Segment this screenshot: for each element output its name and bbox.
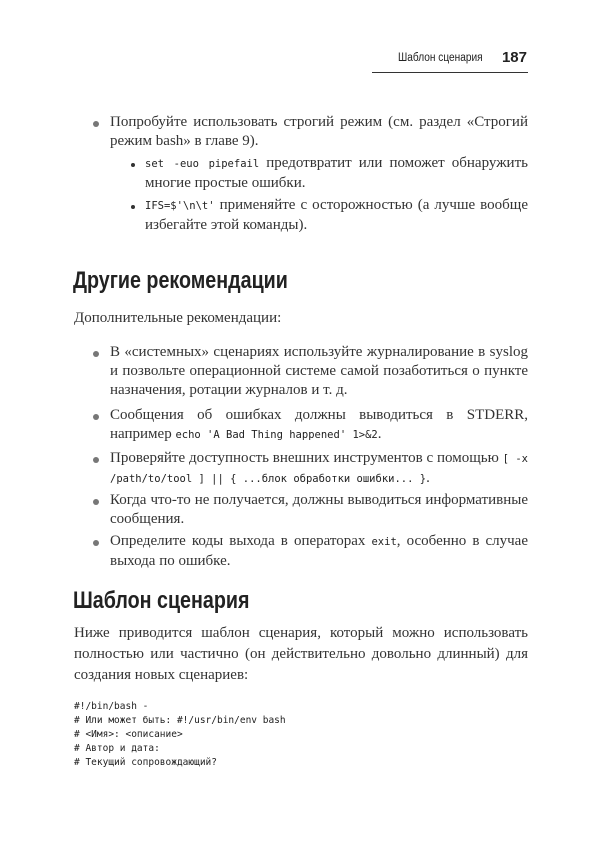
item-text: . — [377, 426, 382, 442]
bullet-icon — [93, 121, 99, 127]
list-item — [145, 154, 528, 193]
list-item: Попробуйте использовать строгий режим (см. раздел «Строгий режим bash» в главе 9). — [110, 114, 528, 149]
bullet-icon — [131, 205, 135, 209]
section-heading: Шаблон сценария — [73, 587, 250, 614]
item-text: Проверяйте доступность внешних инструментов с помощью — [110, 450, 503, 466]
item-text: Определите коды выхода в операторах — [110, 533, 372, 549]
item-text: применяйте с осторожностью (а лучше вообще избегайте этой команды). — [145, 197, 528, 233]
code-line: # Автор и дата: — [74, 743, 160, 754]
list-item — [145, 196, 528, 235]
bullet-icon — [93, 414, 99, 420]
bullet-icon — [131, 163, 135, 167]
bullet-icon — [93, 540, 99, 546]
page-number: 187 — [501, 49, 527, 66]
item-text: Сообщения об ошибках должны выводиться в STDERR, например — [110, 407, 528, 442]
item-text: предотвратит или поможет обнаружить многие простые ошибки. — [145, 155, 528, 191]
code-line: #!/bin/bash - — [74, 701, 149, 712]
inline-code: IFS=$'\n\t' — [145, 200, 215, 212]
list-item: Когда что-то не получается, должны выводиться информативные сообщения. — [110, 492, 528, 527]
bullet-icon — [93, 457, 99, 463]
bullet-icon — [93, 499, 99, 505]
list-item — [110, 406, 528, 445]
code-block — [74, 700, 286, 770]
list-item — [110, 449, 528, 489]
inline-code: echo 'A Bad Thing happened' 1>&2 — [175, 429, 378, 441]
bullet-icon — [93, 351, 99, 357]
list-item: В «системных» сценариях используйте журналирование в syslog и позвольте операционной системе самой позаботиться о пункте назначения, ротации журналов и т. д. — [110, 344, 528, 398]
running-title: Шаблон сценария — [398, 52, 483, 64]
intro-text: Дополнительные рекомендации: — [74, 310, 282, 326]
item-text: , особенно в случае выхода по ошибке. — [110, 533, 528, 569]
item-text: . — [426, 470, 430, 486]
inline-code: [ -x /path/to/tool ] || { ...блок обработки ошибки... } — [110, 453, 528, 485]
inline-code: set -euo pipefail — [145, 158, 260, 170]
code-line: # Текущий сопровождающий? — [74, 757, 217, 768]
list-item — [110, 532, 528, 571]
paragraph: Ниже приводится шаблон сценария, который можно использовать полностью или частично (он действительно довольно длинный) для создания новых сценариев: — [74, 625, 528, 683]
section-heading: Другие рекомендации — [73, 267, 288, 294]
inline-code: exit — [371, 536, 397, 548]
header-rule — [372, 72, 528, 73]
code-line: # Или может быть: #!/usr/bin/env bash — [74, 715, 286, 726]
code-line: # <Имя>: <описание> — [74, 729, 183, 740]
